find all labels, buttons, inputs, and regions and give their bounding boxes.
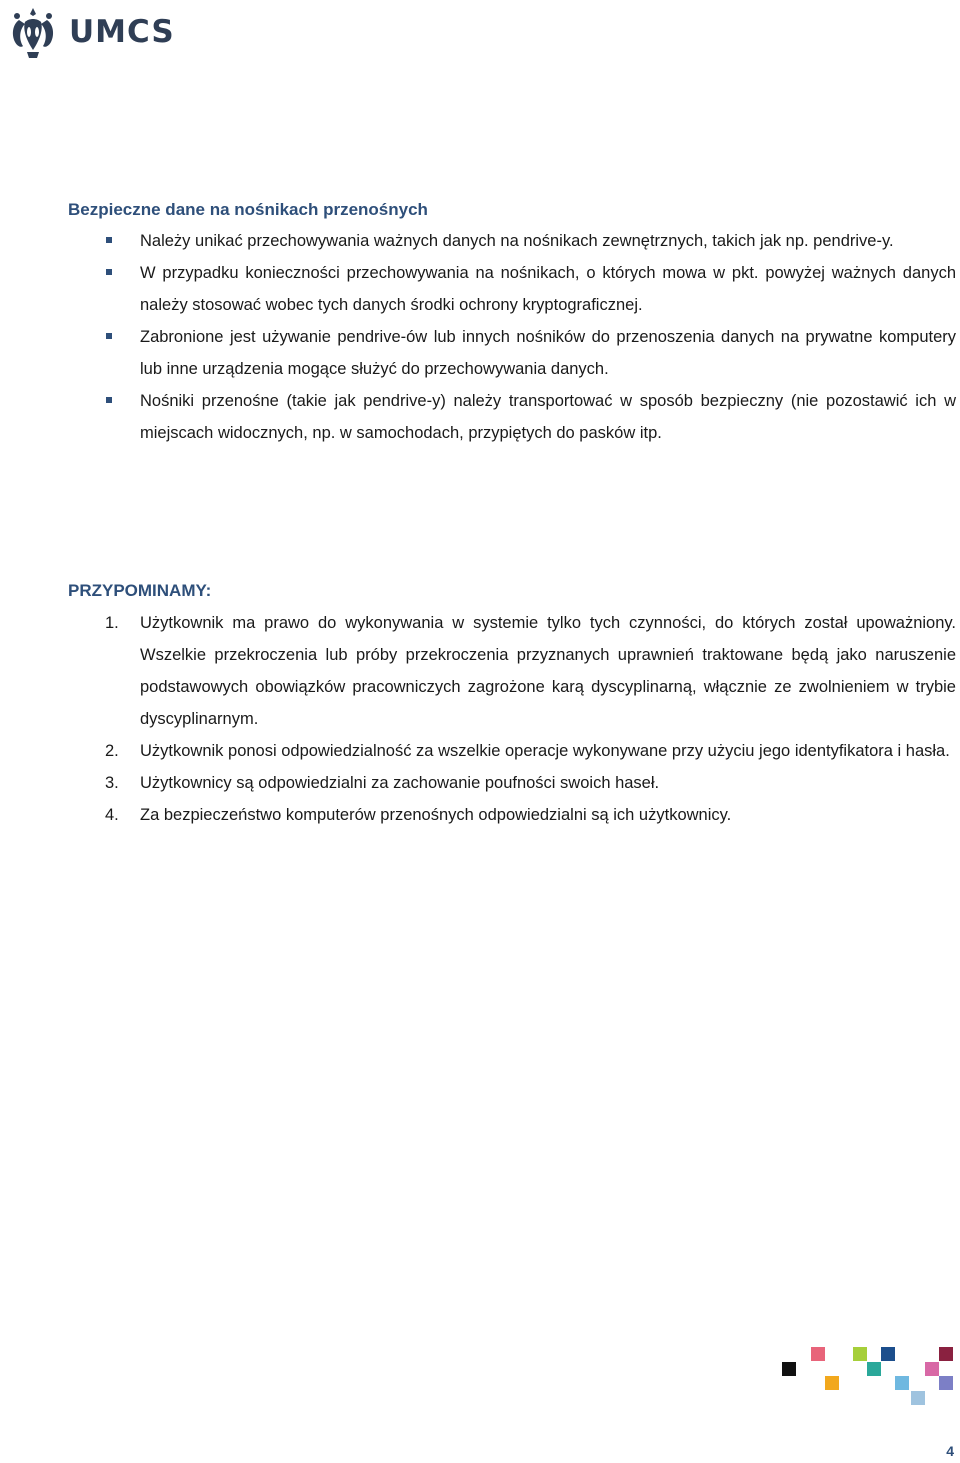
item-number: 2. (105, 742, 119, 760)
list-item: Należy unikać przechowywania ważnych danych na nośnikach zewnętrznych, takich jak np. pendrive-y. (68, 225, 956, 257)
square-bullet-icon (106, 333, 112, 339)
item-number: 3. (105, 774, 119, 792)
crest-icon (5, 4, 61, 60)
numbered-list (68, 607, 956, 831)
square-bullet-icon (106, 237, 112, 243)
item-number: 4. (105, 806, 119, 824)
list-item: 1. Użytkownik ma prawo do wykonywania w systemie tylko tych czynności, do których został upoważniony. Wszelkie przekroczenia lub próby przekroczenia przyznanych uprawnień traktowane będą jako naruszenie podstawowych obowiązków pracowniczych zagrożone karą dyscyplinarną, włącznie ze zwolnieniem w trybie dyscyplinarnym. (68, 607, 956, 735)
square-bullet-icon (106, 269, 112, 275)
bullet-list (68, 225, 956, 449)
list-item: W przypadku konieczności przechowywania na nośnikach, o których mowa w pkt. powyżej ważnych danych należy stosować wobec tych danych środki ochrony kryptograficznej. (68, 257, 956, 321)
umcs-logo (5, 4, 175, 60)
decorative-squares (778, 1345, 960, 1409)
list-item: 2. Użytkownik ponosi odpowiedzialność za wszelkie operacje wykonywane przy użyciu jego identyfikatora i hasła. (68, 735, 956, 767)
list-item: Zabronione jest używanie pendrive-ów lub innych nośników do przenoszenia danych na prywatne komputery lub inne urządzenia mogące służyć do przechowywania danych. (68, 321, 956, 385)
page-number: 4 (946, 1443, 954, 1459)
list-item: 4. Za bezpieczeństwo komputerów przenośnych odpowiedzialni są ich użytkownicy. (68, 799, 956, 831)
section-title-reminder: PRZYPOMINAMY: (68, 581, 212, 600)
item-number: 1. (105, 614, 119, 632)
logo-wordmark: UMCS (69, 14, 175, 50)
square-bullet-icon (106, 397, 112, 403)
list-item: Nośniki przenośne (takie jak pendrive-y) należy transportować w sposób bezpieczny (nie pozostawić ich w miejscach widocznych, np. w samochodach, przypiętych do pasków itp. (68, 385, 956, 449)
section-title-portable-media: Bezpieczne dane na nośnikach przenośnych (68, 200, 428, 219)
list-item: 3. Użytkownicy są odpowiedzialni za zachowanie poufności swoich haseł. (68, 767, 956, 799)
